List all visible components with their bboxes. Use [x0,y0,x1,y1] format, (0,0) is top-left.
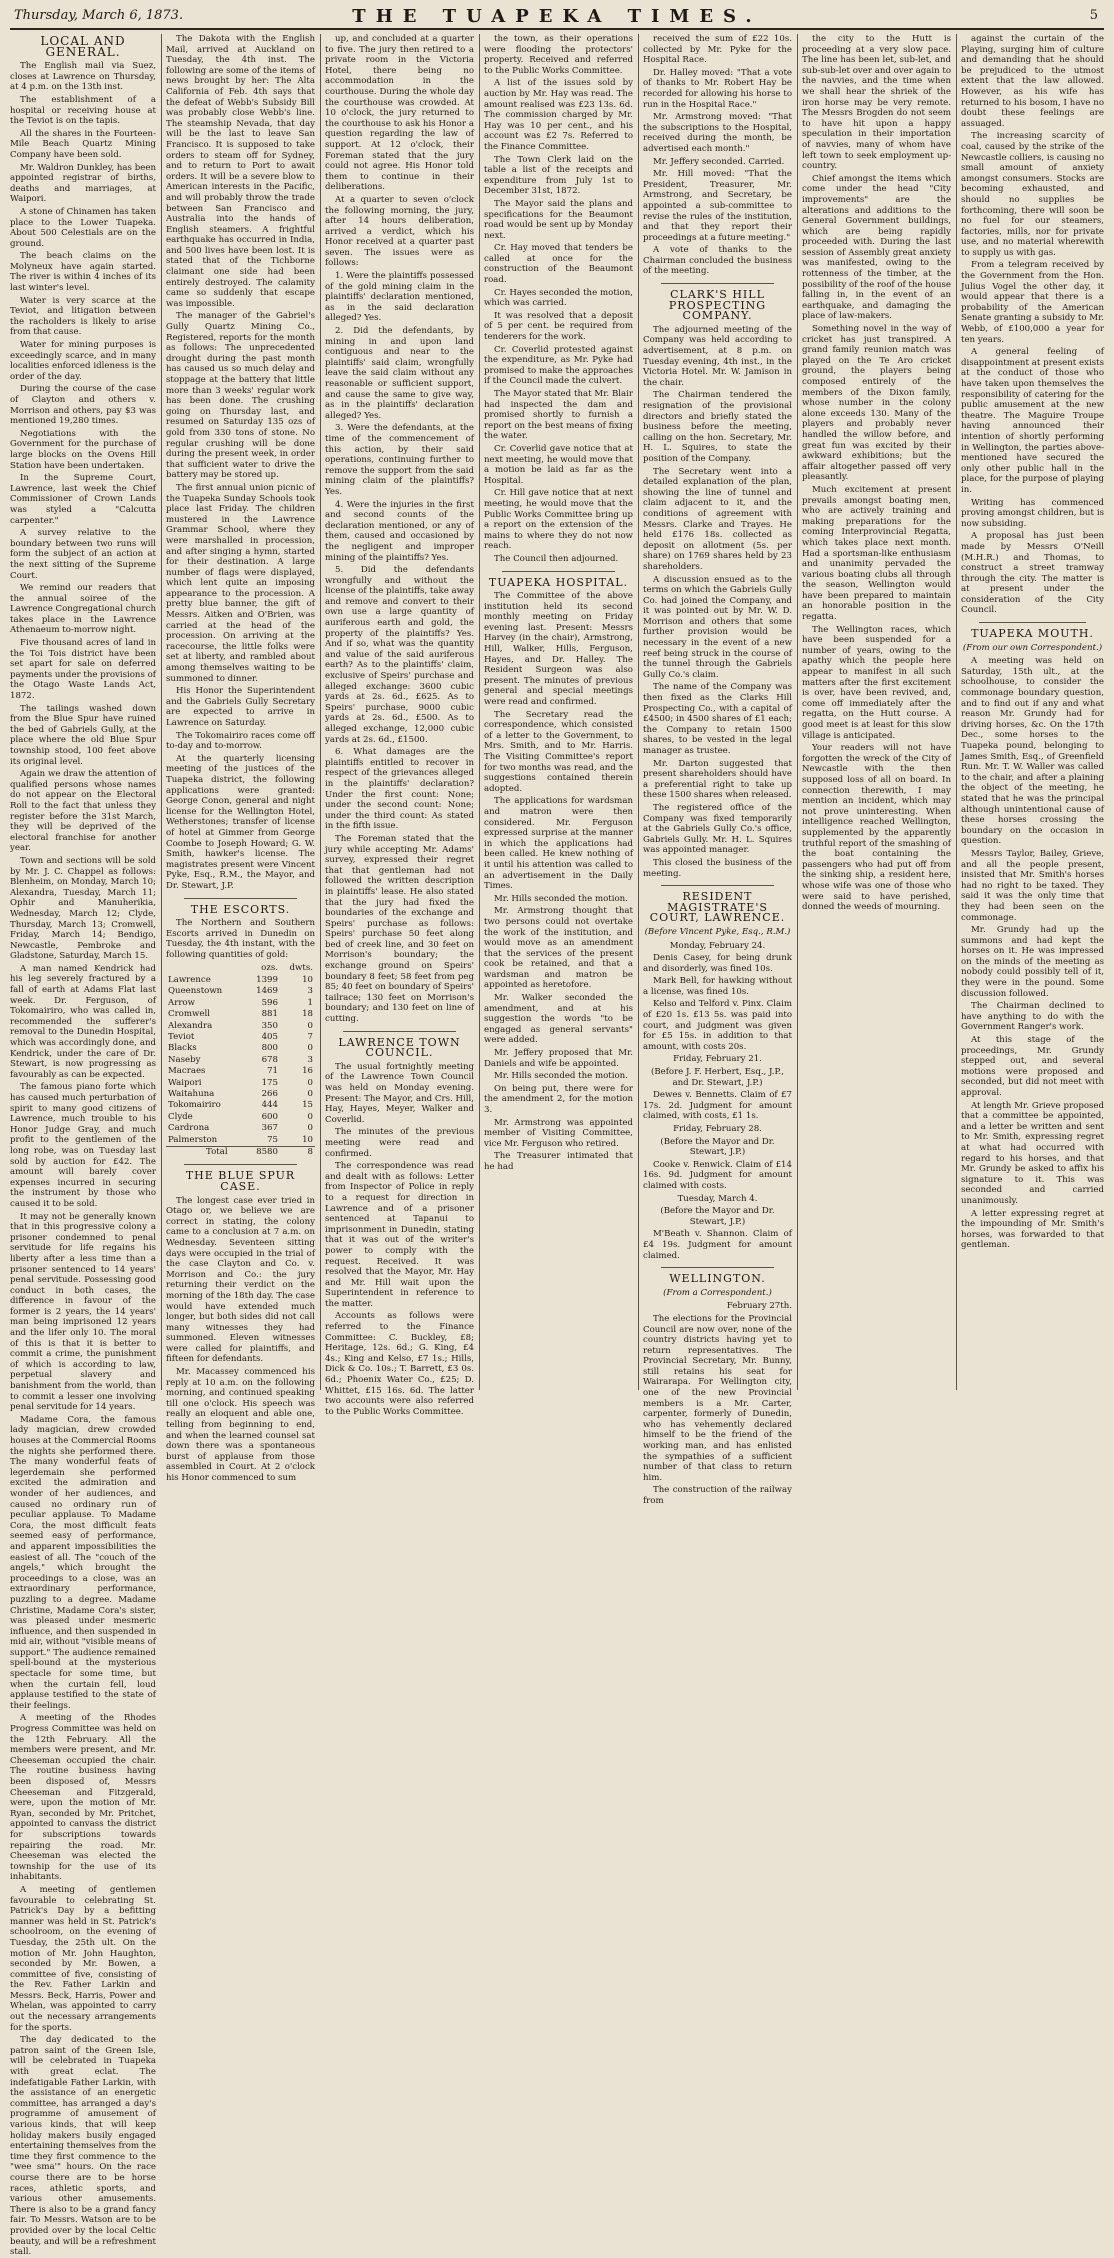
column-divider [956,34,957,1390]
paragraph: A proposal has just been made by Messrs O'Neill (M.H.R.) and Thomas, to construct a street tramway through the city. The matter is at present under the consideration of the City Council. [961,531,1104,616]
table-header-cell: dwts. [289,963,313,974]
paragraph: 1. Were the plaintiffs possessed of the gold mining claim in the plaintiffs' declaration mentioned, as in the said declaration alleged? Yes. [325,271,474,324]
section-rule [184,1164,297,1165]
article-body [10,61,156,2258]
table-cell-place: Palmerston [168,1134,218,1145]
paragraph: against the curtain of the Playing, surging him of culture and demanding that he should be prejudiced to the utmost extent that the law allowed. However, as his wife has returned to his bosom, I have no doubt these feelings are assuaged. [961,34,1104,129]
court-bench: (Before the Mayor and Dr. Stewart, J.P.) [660,1136,775,1158]
paragraph: Cr. Coverlid gave notice that at next meeting, he would move that a motion be laid as far as the Hospital. [484,443,633,486]
section-heading-town-council: LAWRENCE TOWN COUNCIL. [338,1035,461,1060]
table-cell-dwt: 0 [307,1111,313,1122]
table-cell-dwt: 18 [302,1009,313,1020]
table-cell-place: Waitahuna [168,1088,215,1099]
column-divider [161,34,162,1390]
paragraph: Mr. Hill moved: "That the President, Treasurer, Mr. Armstrong, and Secretary, be appointed a sub-committee to revise the rules of the institution, and that they report their proceedings at a future meeting." [643,169,792,243]
table-cell-dwt: 3 [307,1054,313,1065]
paragraph: The construction of the railway from [643,1485,792,1506]
paragraph: The Committee of the above institution held its second monthly meeting on Friday evening last. Present: Messrs Harvey (in the chair), Armstrong, Hill, Walker, Hills, Ferguson, Hayes, and Dr. Halley. The Resident Surgeon was also present. The minutes of previous general and special meetings were read and confirmed. [484,591,633,708]
paragraph: The Council then adjourned. [494,553,619,564]
paragraph: the city to the Hutt is proceeding at a very slow pace. The line has been let, sub-let, and sub-sub-let over and over again to the navvies, and the time when we shall hear the shriek of the iron horse may be very remote. The Messrs Brogden do not seem to have hit upon a happy speculation in their importation of navvies, many of whom have left town to seek employment up-country. [802,34,951,172]
paragraph: A letter expressing regret at the impounding of Mr. Smith's horses, was forwarded to that gentleman. [961,1208,1104,1251]
table-cell-place: Cardrona [168,1123,210,1134]
table-cell-oz: 8580 [247,1146,280,1158]
paragraph: Negotiations with the Government for the purchase of large blocks on the Ovens Hill Station have been undertaken. [10,428,156,471]
paragraph: The Treasurer intimated that he had [484,1151,633,1172]
paragraph: The beach claims on the Molyneux have again started. The river is within 4 inches of its last winter's level. [10,251,156,294]
paragraph: Much excitement at present prevails amongst boating men, who are actively training and making preparations for the coming Interprovincial Regatta, which takes place next month. Had a sportsman-like enthusiasm and unanimity pervaded the various boating clubs all through the season, Wellington would have been prepared to maintain an honorable position in the regatta. [802,484,951,623]
paragraph: 5. Did the defendants wrongfully and without the license of the plaintiffs, take away and remove and convert to their own use a large quantity of auriferous earth and gold, the property of the plaintiffs? Yes. And if so, what was the quantity and value of the said auriferous earth? As to the plaintiffs' claim, exclusive of Speirs' purchase and alleged exchange: 3600 cubic yards at 2s. 6d., £625. As to Speirs' purchase, 9000 cubic yards at 2s. 6d., £500. As to alleged exchange, 12,000 cubic yards at 2s. 6d., £1500. [325,565,474,745]
paragraph: Chief amongst the items which come under the head "City improvements" are the alterations and additions to the General Government buildings, which are being rapidly proceeded with. During the last session of Assembly great anxiety was manifested, owing to the rottenness of the timber, at the possibility of the roof of the house falling in, in the event of an earthquake, and damaging the place of law-makers. [802,173,951,322]
paragraph: The Northern and Southern Escorts arrived in Dunedin on Tuesday, the 4th instant, with the following quantities of gold: [166,918,315,960]
paragraph: Town and sections will be sold by Mr. J. C. Chappel as follows: Blenheim, on Monday, March 10; Alexandra, Tuesday, March 11; Ophir and Manuherikia, Wednesday, March 12; Clyde, Thursday, March 13; Cromwell, Friday, March 14; Bendigo, Newcastle, Pembroke and Gladstone, Saturday, March 15. [10,855,156,962]
table-cell-dwt: 0 [307,1123,313,1134]
article-body [325,34,474,1025]
article-body [484,34,633,565]
issue-date: Thursday, March 6, 1873. [14,8,184,23]
byline: (From a Correspondent.) [663,1287,772,1298]
column-divider [638,34,639,1390]
table-header-cell: ozs. [261,963,278,974]
column-5 [643,34,792,1506]
paragraph: During the course of the case of Clayton and others v. Morrison and others, pay $3 was mentioned 19,280 times. [10,384,156,427]
table-row [166,986,315,997]
paragraph: The Chairman tendered the resignation of the provisional directors and briefly stated the business before the meeting, calling on the hon. Secretary, Mr. H. L. Squires, to state the position of the Company. [643,390,792,464]
paragraph: The minutes of the previous meeting were read and confirmed. [325,1127,474,1159]
table-cell-place: Tokomairiro [168,1100,221,1111]
paragraph: The Mayor said the plans and specifications for the Beaumont road would be sent up by Monday next. [484,198,633,241]
paragraph: Accounts as follows were referred to the Finance Committee: C. Buckley, £8; Heritage, 12s. 6d.; G. King, £4 4s.; King and Kelso, £7 1s.; Hills, Dick & Co. 10s.; T. Barrett, £3 0s. 6d.; Phoenix Water Co., £25; D. Whittet, £15 16s. 6d. The latter two accounts were also referred to the Public Works Committee. [325,1311,474,1417]
table-row [166,975,315,986]
masthead [0,0,1114,30]
table-row [166,1021,315,1032]
table-cell-dwt: 1 [307,997,313,1008]
table-cell-oz: 1399 [256,974,278,985]
paragraph: All the shares in the Fourteen-Mile Beach Quartz Mining Company have been sold. [10,128,156,160]
table-cell-oz: 71 [267,1066,278,1077]
paragraph: A meeting of gentlemen favourable to celebrating St. Patrick's Day by a befitting manner was held in St. Patrick's schoolroom, on the evening of Tuesday, the 25th ult. On the motion of Mr. John Haughton, seconded by Mr. Bowen, a committee of five, consisting of the Rev. Father Larkin and Messrs. Beck, Harris, Power and Whelan, was appointed to carry out the necessary arrangements for the sports. [10,1884,156,2033]
section-heading-wellington: WELLINGTON. [669,1272,766,1286]
paragraph: The Secretary went into a detailed explanation of the plan, showing the line of tunnel and claim adjacent to it, and the conditions of agreement with Messrs. Clarke and Trayes. He held £176 18s. collected as deposit on allotment (5s. per share) on 1769 shares held by 23 shareholders. [643,466,792,572]
paragraph: From a telegram received by the Government from the Hon. Julius Vogel the other day, it would appear that there is a probability of the American Senate granting a subsidy to Mr. Webb, of £100,000 a year for ten years. [961,260,1104,345]
paragraph: The manager of the Gabriel's Gully Quartz Mining Co., Registered, reports for the month as follows: The unprecedented drought during the past month has caused us so much delay and stoppage at the battery that little more than 3 weeks' regular work has been done. The crushing going on Thursday last, and resumed on Saturday 135 ozs of gold from 330 tons of stone. No regular crushing will be done during the present week, in order that sufficient water to drive the battery may be stored up. [166,311,315,481]
paragraph: Mr. Hills seconded the motion. [494,893,628,904]
section-rule [343,1031,456,1032]
table-cell-dwt: 0 [307,1043,313,1054]
page-number: 5 [1089,8,1098,23]
paragraph: The famous piano forte which has caused much perturbation of spirit to many good citizens of Lawrence, much trouble to his Honor Judge Gray, and much profit to the gentlemen of the long robe, was on Tuesday last sold by auction for £42. The amount will barely cover expenses incurred in securing the instrument by those who caused it to be sold. [10,1082,156,1209]
section-rule [184,898,297,899]
paragraph: 2. Did the defendants, by mining in and upon land contiguous and near to the plaintiffs' said claim, wrongfully leave the said claim without any reasonable or sufficient support, and cause the same to give way, as in the plaintiffs' declaration alleged? Yes. [325,326,474,421]
paragraph: the town, as their operations were flooding the protectors' property. Received and referred to the Public Works Committee. [484,34,633,76]
table-cell-place: Teviot [168,1031,195,1042]
table-cell-place: Waipori [168,1077,202,1088]
paragraph: The elections for the Provincial Council are now over, none of the country districts having yet to return representatives. The Provincial Secretary, Mr. Bunny, still retains his seat for Wairarapa. For Wellington city, one of the new Provincial members is a Mr. Carter, carpenter, formerly of Dunedin, who has vehemently declared himself to be the friend of the working man, and has enlisted the sympathies of a sufficient number of that class to return him. [643,1313,792,1483]
table-cell-dwt: 7 [307,1031,313,1042]
section-rule [661,283,774,284]
masthead-rule [10,28,1104,30]
paragraph: Mr. Jeffery seconded. Carried. [653,156,785,167]
paragraph: Mr. Grundy had up the summons and had kept the horses on it. He was impressed on the minds of the meeting as nobody could possibly tell of it, they were in the pound. Some discussion followed. [961,925,1104,999]
paragraph: The Town Clerk laid on the table a list of the receipts and expenditure from July 1st to December 31st, 1872. [484,154,633,197]
paragraph: The first annual union picnic of the Tuapeka Sunday Schools took place last Friday. The children mustered in the Lawrence Grammar School, where they were marshalled in procession, and after singing a hymn, started for their destination. A large number of flags were displayed, which lent quite an imposing appearance to the procession. A pretty blue banner, the gift of Messrs. Aitken and O'Brien, was carried at the head of the procession. On arriving at the racecourse, the little folks were set at liberty, and rambled about among themselves waiting to be summoned to dinner. [166,482,315,684]
paragraph: At this stage of the proceedings, Mr. Grundy stepped out, and several motions were proposed and seconded, but did not meet with approval. [961,1035,1104,1098]
paragraph: Mr. Armstrong was appointed member of Visiting Committee, vice Mr. Ferguson who retired. [484,1117,633,1149]
table-row [166,1055,315,1066]
paragraph: Cr. Coverlid protested against the expenditure, as Mr. Pyke had promised to make the approaches if the Council made the culvert. [484,344,633,387]
paragraph: Cr. Hill gave notice that at next meeting, he would move that the Public Works Committee bring up a report on the extension of the mains to where they do not now reach. [484,488,633,552]
dateline: February 27th. [726,1301,792,1312]
paragraph: Dr. Halley moved: "That a vote of thanks to Mr. Robert Hay be recorded for allowing his horse to run in the Hospital Race." [643,67,792,110]
section-rule [979,622,1086,623]
column-4 [484,34,633,1390]
paragraph: Water for mining purposes is exceedingly scarce, and in many localities enforced idleness is the order of the day. [10,340,156,382]
table-cell-oz: 444 [261,1100,278,1111]
table-cell-place: Naseby [168,1054,201,1065]
paragraph: A discussion ensued as to the terms on which the Gabriels Gully Co. had joined the Company, and it was pointed out by Mr. W. D. Morrison and others that some further provision would be necessary in the event of a new reef being struck in the course of the tunnel through the Gabriels Gully Co.'s claim. [643,574,792,680]
paragraph: The Tokomairiro races come off to-day and to-morrow. [166,730,315,752]
column-divider [479,34,480,1390]
table-cell-dwt: 0 [307,1020,313,1031]
paragraph: The Mayor stated that Mr. Blair had inspected the dam and promised shortly to furnish a report on the best means of fixing the water. [484,389,633,442]
table-cell-place: Cromwell [168,1009,210,1020]
table-cell-place: Alexandra [168,1020,213,1031]
table-header-cell [166,963,247,974]
paragraph: A stone of Chinamen has taken place to the Lower Tuapeka. About 500 Celestials are on the ground. [10,206,156,249]
table-cell-dwt: 15 [302,1100,313,1111]
paragraph: up, and concluded at a quarter to five. The jury then retired to a private room in the Victoria Hotel, there being no accommodation in the courthouse. During the whole day the courthouse was crowded. At 10 o'clock, the jury returned to the courthouse to ask his Honor a question regarding the law of support. At 12 o'clock, their Foreman stated that the jury could not agree. His Honor told them to continue in their deliberations. [325,34,474,193]
column-2 [166,34,315,1483]
paragraph: A general feeling of disappointment at present exists at the conduct of those who have taken upon themselves the responsibility of catering for the public amusement at the new theatre. The Maguire Troupe having announced their intention of shortly performing in Wellington, the parties above-mentioned have secured the only other public hall in the place, for the purpose of playing in. [961,347,1104,495]
paragraph: Water is very scarce at the Teviot, and litigation between the racholders is likely to arise from that cause. [10,295,156,338]
paragraph: The establishment of a hospital or receiving house at the Teviot is on the tapis. [10,94,156,127]
table-cell-oz: 367 [261,1123,278,1134]
paragraph: Cooke v. Renwick. Claim of £14 16s. 9d. Judgment for amount claimed with costs. [643,1159,792,1191]
paragraph: Mr. Walker seconded the amendment, and at his suggestion the words "to be engaged as general servants" were added. [484,993,633,1046]
paragraph: The increasing scarcity of coal, caused by the strike of the Newcastle colliers, is causing no small amount of anxiety amongst consumers. Stocks are becoming exhausted, and should no supplies be forthcoming, there will soon be no fuel for our steamers, factories, mills, nor for private use, and no material wherewith to supply us with gas. [961,131,1104,258]
table-cell-place: Lawrence [168,974,211,985]
paragraph: Mr. Jeffery proposed that Mr. Daniels and wife be appointed. [484,1048,633,1069]
table-cell-dwt: 10 [302,974,313,985]
paragraph: The longest case ever tried in Otago or, we believe we are correct in stating, the colony came to a conclusion at 7 a.m. on Wednesday. Seventeen sitting days were occupied in the trial of the case Clayton and Co. v. Morrison and Co.: the jury returning their verdict on the morning of the 18th day. The case would have extended much longer, but both sides did not call many witnesses they had summoned. Eleven witnesses were called for plaintiffs, and fifteen for defendants. [166,1195,315,1365]
section-rule [661,1267,774,1268]
paragraph: This closed the business of the meeting. [643,857,792,879]
newspaper-title: THE TUAPEKA TIMES. [352,6,762,27]
table-total-row [166,1146,315,1158]
paragraph: Your readers will not have forgotten the wreck of the City of Newcastle with the then supposed loss of all on board. In connection therewith, I may mention an incident, which may not prove uninteresting. When intelligence reached Wellington, supplemented by the apparently truthful report of the smashing of the boat containing the passengers who had put off from the sinking ship, a resident here, whose wife was one of those who were said to have perished, donned the weeds of mourning. [802,743,951,913]
table-cell-place: Clyde [168,1111,193,1122]
paragraph: Mr. Macassey commenced his reply at 10 a.m. on the following morning, and continued speaking till one o'clock. His speech was really an eloquent and able one, telling from beginning to end, and when the learned counsel sat down there was a spontaneous burst of applause from those assembled in Court. At 2 o'clock his Honor commenced to sum [166,1367,315,1483]
table-row [166,998,315,1009]
paragraph: At the quarterly licensing meeting of the justices of the Tuapeka district, the following applications were granted: George Conon, general and night license for the Wellington Hotel, Wetherstones; transfer of license of hotel at Gimmer from George Coombe to Joseph Howard; G. W. Smith, hawker's license. The magistrates present were Vincent Pyke, Esq., R.M., the Mayor, and Dr. Stewart, J.P. [166,753,315,891]
table-cell-place: Macraes [168,1066,206,1077]
section-heading-magistrates-court: RESIDENT MAGISTRATE'S COURT, LAWRENCE. [649,890,786,925]
table-cell-dwt: 0 [307,1077,313,1088]
paragraph: The registered office of the Company was fixed temporarily at the Gabriels Gully Co.'s office, Gabriels Gully. Mr. H. L. Squires was appointed manager. [643,802,792,856]
paragraph: In the Supreme Court, Lawrence, last week the Chief Commissioner of Crown Lands was styled a "Calcutta carpenter." [10,473,156,526]
paragraph: Again we draw the attention of qualified persons whose names do not appear on the Electoral Roll to the fact that unless they register before the 31st March, they will be deprived of the electoral franchise for another year. [10,769,156,854]
paragraph: The usual fortnightly meeting of the Lawrence Town Council was held on Monday evening. Present: The Mayor, and Crs. Hill, Hay, Hayes, Meyer, Walker and Coverlid. [325,1061,474,1125]
column-divider [320,34,321,1390]
table-cell-oz: 175 [261,1077,278,1088]
court-bench: (Before the Mayor and Dr. Stewart, J.P.) [660,1206,775,1227]
table-cell-oz: 1469 [256,986,278,997]
paragraph: The correspondence was read and dealt with as follows: Letter from Inspector of Police in reply to a request for direction in Lawrence and of a prisoner sentenced at Tapanui to imprisonment in Dunedin, stating that it was out of the writer's power to comply with the request. Received. It was resolved that the Mayor, Mr. Hay and Mr. Hill wait upon the Superintendent in reference to the matter. [325,1161,474,1309]
column-1 [10,34,157,2258]
court-bench: (Before J. F. Herbert, Esq., J.P., and Dr. Stewart, J.P.) [650,1067,785,1088]
court-date: Tuesday, March 4. [677,1193,758,1204]
table-row [166,1066,315,1077]
column-divider [797,34,798,1390]
paragraph: His Honor the Superintendent and the Gabriels Gully Secretary are expected to arrive in Lawrence on Saturday. [166,686,315,728]
paragraph: The day dedicated to the patron saint of the Green Isle, will be celebrated in Tuapeka with great eclat. The indefatigable Father Larkin, with the assistance of an energetic committee, has arranged a day's programme of amusement of various kinds, that will keep holiday makers busily engaged entertaining themselves from the time they first commence to the "wee sma'" hours. On the race course there are to be horse races, athletic sports, and various other amusements. There is also to be a grand fancy fair. To Messrs. Watson are to be provided over by the local Celtic beauty, and will be a refreshment stall. [10,2035,157,2258]
section-rule [661,885,774,886]
paragraph: The tailings washed down from the Blue Spur have ruined the bed of Gabriels Gully, at the place where the old Blue Spur township stood, 100 feet above its original level. [10,703,156,767]
paragraph: The Wellington races, which have been suspended for a number of years, owing to the apathy which the people here appear to manifest in all such matters after the first excitement is over, have been revived, and, come off immediately after the regatta, on the Hutt course. A good meet is at least for this slow village is anticipated. [802,624,951,741]
table-cell-oz: 596 [261,997,278,1008]
table-row [166,1100,315,1111]
article-body [802,34,951,913]
paragraph: Mr. Armstrong thought that two persons could not overtake the work of the institution, and would move as an amendment that the services of the present cook be retained, and that a wardsman and matron be appointed as heretofore. [484,906,633,991]
section-heading-clarks-hill: CLARK'S HILL PROSPECTING COMPANY. [668,288,767,323]
article-body [643,34,792,277]
paragraph: Madame Cora, the famous lady magician, drew crowded houses at the Commercial Rooms the nights she performed there. The many wonderful feats of legerdemain she performed excited the admiration and wonder of her audiences, and caused no ordinary run of peculiar applause. To Madame Cora, the most difficult feats seemed easy of performance, and apparent impossibilities the easiest of all. The "couch of the angels," which brought the proceedings to a close, was an extraordinary performance, puzzling to a degree. Madame Christine, Madame Cora's sister, was pleased under mesmeric influence, and then suspended in mid air, without "visible means of support." The audience remained spell-bound at the mysterious spectacle for some time, but when the curtain fell, loud applause testified to the state of their feelings. [10,1414,156,1711]
paragraph: Five thousand acres of land in the Toi Tois district have been set apart for sale on deferred payments under the provisions of the Otago Waste Lands Act, 1872. [10,638,156,702]
column-6 [802,34,951,1390]
table-row [166,1135,315,1147]
paragraph: A list of the issues sold by auction by Mr. Hay was read. The amount realised was £23 13s. 6d. The commission charged by Mr. Hay was 10 per cent., and his account was £2 7s. Referred to the Finance Committee. [484,78,633,152]
article-body [961,34,1104,616]
table-cell-oz: 266 [261,1088,278,1099]
table-cell-oz: 350 [261,1020,278,1031]
paragraph: At length Mr. Grieve proposed that a committee be appointed, and a letter be written and sent to Mr. Smith, expressing regret at what had occurred with regard to his horses, and that Mr. Grundy be asked to affix his signature to it. This was seconded and carried unanimously. [961,1100,1104,1206]
paragraph: Cr. Hay moved that tenders be called at once for the construction of the Beaumont road. [484,243,633,286]
table-row [166,1032,315,1043]
section-heading-escorts: THE ESCORTS. [190,902,291,916]
escort-table [166,963,315,1158]
paragraph: The applications for wardsman and matron were then considered. Mr. Ferguson expressed surprise at the manner in which the applications had been called. He knew nothing of it until his attention was called to an advertisement in the Daily Times. [484,796,633,892]
table-row [166,1089,315,1100]
paragraph: Mr. Darton suggested that present shareholders should have a preferential right to take up these 1500 shares when released. [643,758,792,801]
paragraph: Cr. Hayes seconded the motion, which was carried. [484,287,633,309]
paragraph: The Dakota with the English Mail, arrived at Auckland on Tuesday, the 4th inst. The following are some of the items of news brought by her: The Alta California of Feb. 4th says that the defeat of Webb's Subsidy Bill was probably close Webb's line. The steamship Nevada, that day will be the last to leave San Francisco. It is supposed to take orders to steam off for Sydney, and to return to Port to await orders. It will be a severe blow to American interests in the Pacific, and will probably throw the trade between San Francisco and Australia into the hands of English steamers. A frightful earthquake has occurred in India, and 500 lives have been lost. It is stated that of the Tichborne claimant one side had been entirely destroyed. The calamity came so suddenly that escape was impossible. [166,34,315,309]
paragraph: Denis Casey, for being drunk and disorderly, was fined 10s. [643,953,792,974]
paragraph: The Chairman declined to have anything to do with the Government Ranger's work. [961,1001,1104,1033]
table-cell-oz: 881 [261,1009,278,1020]
paragraph: Mr. Waldron Dunkley, has been appointed registrar of births, deaths and marriages, at Waipori. [10,162,156,205]
paragraph: A meeting of the Rhodes Progress Committee was held on the 12th February. All the members were present, and Mr. Cheeseman occupied the chair. The routine business having been disposed of, Messrs Cheeseman and Fitzgerald, were, upon the motion of Mr. Ryan, seconded by Mr. Pritchet, appointed to canvass the district for subscriptions towards repairing the road. Mr. Cheeseman was elected the township for the use of its inhabitants. [10,1713,156,1883]
paragraph: It was resolved that a deposit of 5 per cent. be required from tenderers for the work. [484,310,633,343]
paragraph: Dewes v. Bennetts. Claim of £7 17s. 2d. Judgment for amount claimed, with costs, £1 1s. [643,1090,792,1122]
table-cell-dwt: 8 [280,1146,315,1158]
paragraph: Something novel in the way of cricket has just transpired. A grand family reunion match was played on the Te Aro cricket ground, the players being composed entirely of the members of the Dixon family, whose number in the colony alone exceeds 130. Many of the players and probably never handled the willow before, and great fun was excited by their awkward exhibitions; but the affair altogether passed off very pleasantly. [802,324,951,483]
section-heading-tuapeka-mouth: TUAPEKA MOUTH. [971,627,1094,641]
section-rule [502,571,615,572]
table-cell-total-label: Total [166,1146,247,1158]
table-cell-dwt: 3 [307,986,313,997]
article-body [166,34,315,892]
table-row [166,1112,315,1123]
byline: (From our own Correspondent.) [962,642,1103,653]
section-heading-hospital: TUAPEKA HOSPITAL. [488,575,629,589]
paragraph: The name of the Company was then fixed as the Clarks Hill Prospecting Co., with a capital of £4500; in 4500 shares of £1 each; the Company to retain 1500 shares, to be vested in the legal manager as trustee. [643,682,792,756]
paragraph: A vote of thanks to the Chairman concluded the business of the meeting. [643,245,792,277]
table-cell-oz: 800 [261,1043,278,1054]
court-date: Friday, February 21. [673,1054,762,1065]
paragraph: The adjourned meeting of the Company was held according to advertisement, at 8 p.m. on Tuesday evening, 4th inst., in the Victoria Hotel. Mr. W. Jamison in the chair. [643,324,792,388]
table-header-row [166,963,315,974]
column-7 [961,34,1104,1390]
paragraph: At a quarter to seven o'clock the following morning, the jury, after 14 hours deliberation, arrived a verdict, which his Honor received at a quarter past seven. The issues were as follows: [325,194,474,269]
paragraph: On being put, there were for the amendment 2, for the motion 3. [484,1083,633,1115]
table-row [166,1043,315,1054]
paragraph: 6. What damages are the plaintiffs entitled to recover in respect of the grievances alleged in the plaintiffs' declaration? Under the first count: None; under the second count: None; under the third count: As stated in the fifth issue. [325,747,474,832]
table-cell-oz: 75 [267,1134,278,1145]
paragraph: We remind our readers that the annual soiree of the Lawrence Congregational church takes place in the Lawrence Athenaeum to-morrow night. [10,583,157,636]
court-date: Friday, February 28. [673,1124,762,1134]
paragraph: Mr. Armstrong moved: "That the subscriptions to the Hospital, received during the month, be advertised each month." [643,112,792,154]
paragraph: Messrs Taylor, Bailey, Grieve, and all the people present, insisted that Mr. Smith's horses had no right to be taxed. They said it was the only time that they had been seen on the commonage. [961,848,1104,923]
table-cell-oz: 600 [261,1111,278,1122]
table-cell-place: Queenstown [168,986,223,997]
paragraph: 3. Were the defendants, at the time of the commencement of this action, by their said operations, continuing further to remove the support from the said mining claim of the plaintiffs? Yes. [325,423,474,497]
paragraph: A meeting was held on Saturday, 15th ult., at the schoolhouse, to consider the commonage boundary question, and to find out if any and what reason Mr. Grundy had for driving horses, &c. On the 17th Dec., some horses to the Tuapeka pound, belonging to James Smith, Esq., of Greenfield Run. Mr. T. W. Waller was called to the chair, and after a plaining the object of the meeting, he stated that he was the principal although unintentional cause of these horses crossing the boundary on the occasion in question. [961,656,1104,847]
paragraph: 4. Were the injuries in the first and second counts of the declaration mentioned, or any of them, caused and occasioned by the negligent and improper mining of the plaintiffs? Yes. [325,499,474,563]
table-cell-dwt: 10 [302,1134,313,1145]
paragraph: Mark Bell, for hawking without a license, was fined 10s. [643,976,792,997]
table-cell-oz: 405 [261,1031,278,1042]
section-heading-local-general: LOCAL AND GENERAL. [40,34,126,59]
paragraph: Mr. Hills seconded the motion. [494,1071,628,1082]
paragraph: A man named Kendrick had his leg severely fractured by a fall of earth at Adams Flat last week. Dr. Ferguson, of Tokomairiro, who was called in, recommended the sufferer's removal to the Dunedin Hospital, which was accordingly done, and Kendrick, under the care of Dr. Stewart, is now progressing as favourably as can be expected. [10,963,156,1080]
court-date: Monday, February 24. [669,940,766,951]
paragraph: received the sum of £22 10s. collected by Mr. Pyke for the Hospital Race. [643,34,792,66]
table-cell-dwt: 16 [302,1066,313,1077]
paragraph: The Secretary read the correspondence, which consisted of a letter to the Government, to Mrs. Smith, and to Mr. Harris. The Visiting Committee's report for two months was read, and the suggestions contained therein adopted. [484,709,633,794]
table-cell-oz: 678 [261,1054,278,1065]
paragraph: Writing has commenced proving amongst children, but is now subsiding. [961,497,1104,529]
table-cell-dwt: 0 [307,1088,313,1099]
table-row [166,1009,315,1020]
column-3 [325,34,474,1417]
paragraph: The English mail via Suez, closes at Lawrence on Thursday, at 4 p.m. on the 13th inst. [10,61,156,93]
paragraph: Kelso and Telford v. Pinx. Claim of £20 1s. £13 5s. was paid into court, and judgment was given for £5 15s. in addition to that amount, with costs 20s. [643,999,792,1052]
paragraph: The Foreman stated that the jury while accepting Mr. Adams' survey, expressed their regret that that gentleman had not followed the written description in plaintiffs' lease. He also stated that the jury had fixed the boundaries of the exchange and Speirs' purchase as follows: Speirs' purchase 50 feet along bed of creek line, and 30 feet on Morrison's boundary; the exchange ground on Speirs' boundary 8 feet; 58 feet from peg 85; 40 feet on boundary of Speirs' tailrace; 130 feet on Morrison's boundary; and 130 feet on line of cutting. [325,833,474,1025]
section-heading-blue-spur-case: THE BLUE SPUR CASE. [185,1169,296,1193]
table-row [166,1078,315,1089]
table-cell-place: Arrow [168,997,195,1008]
table-row [166,1123,315,1134]
table-cell-place: Blacks [168,1043,197,1054]
paragraph: It may not be generally known that in this progressive colony a prisoner condemned to penal servitude for life regains his liberty after a less time than a prisoner sentenced to 14 years' penal servitude. Possessing good conduct in both cases, the difference in favour of the former is 2 years, the 14 years' man being imprisoned 12 years and the lifer only 10. The moral of this is that it is better to commit a crime, the punishment of which is according to law, perpetual slavery and banishment from the world, than to commit a lesser one involving penal servitude for 14 years. [10,1211,156,1413]
paragraph: M'Beath v. Shannon. Claim of £4 19s. Judgment for amount claimed. [643,1229,792,1261]
paragraph: A survey relative to the boundary between two runs will form the subject of an action at the next sitting of the Supreme Court. [10,528,156,581]
court-bench: (Before Vincent Pyke, Esq., R.M.) [644,926,791,937]
